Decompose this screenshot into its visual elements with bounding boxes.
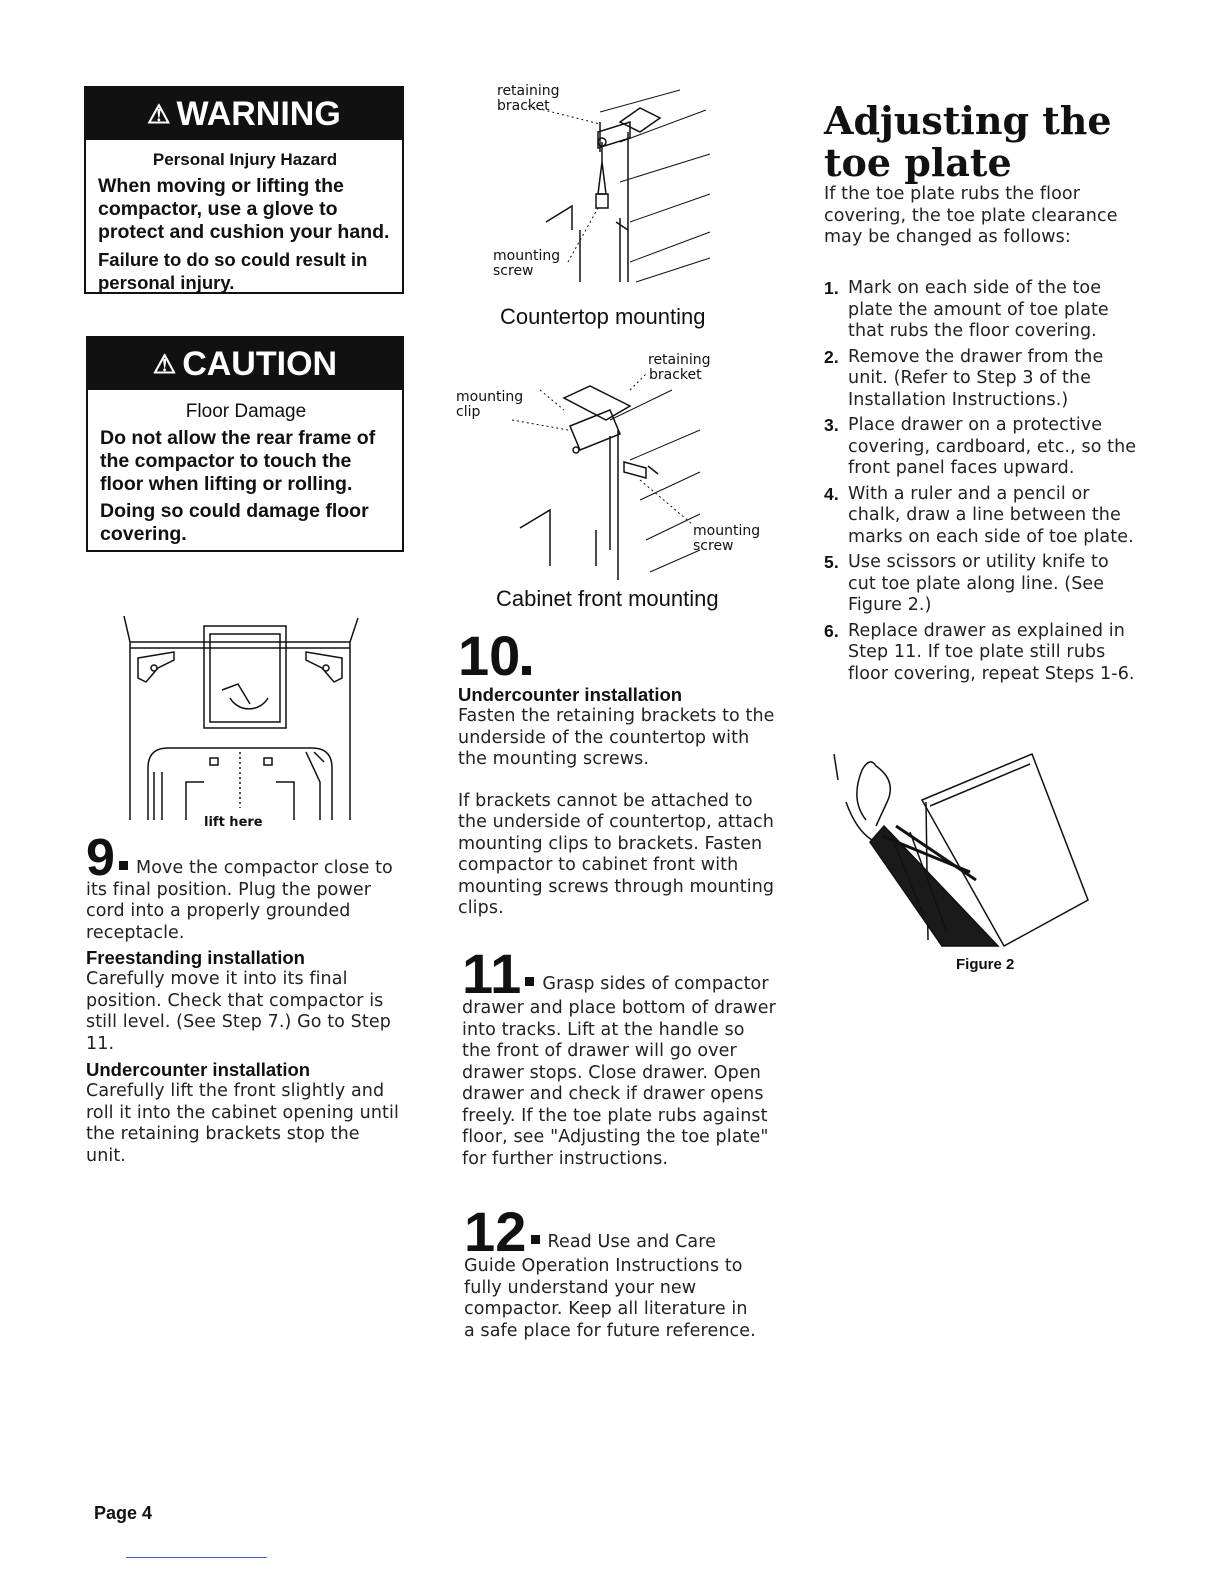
warning-subtitle: Personal Injury Hazard [152, 150, 338, 169]
caution-text: Do not allow the rear frame of the compactor to touch the floor when lifting or rolling. [100, 427, 376, 495]
figure-2-illustration [826, 740, 1096, 950]
step-12 [464, 1200, 760, 1342]
undercounter-text: Carefully lift the front slightly and roll it into the cabinet opening until the retaining brackets stop the unit. [86, 1081, 399, 1166]
countertop-screw-label: mounting screw [493, 248, 561, 279]
cabinet-bracket-label: retaining bracket [648, 352, 711, 383]
lift-here-figure [118, 612, 364, 834]
freestanding-text: Carefully move it into its final position. Check that compactor is still level. (See Step 7.) Go to Step 11. [86, 969, 391, 1054]
caution-triangle-icon: ⚠ [152, 349, 177, 379]
bullet-icon [525, 977, 534, 986]
caution-subtitle: Floor Damage [185, 401, 307, 422]
bullet-icon [119, 861, 128, 870]
adjusting-title: Adjusting the toe plate [824, 98, 1112, 185]
step-11-text: Grasp sides of compactor drawer and place bottom of drawer into tracks. Lift at the handle so the front of drawer will go over drawer stops. Close drawer. Open drawer and check if drawer opens freely. If the toe plate rubs against floor, see "Adjusting the toe plate" for further instructions. [462, 974, 776, 1169]
adjusting-intro: If the toe plate rubs the floor covering, the toe plate clearance may be changed as follows: [824, 184, 1118, 247]
cabinet-caption: Cabinet front mounting [496, 586, 719, 611]
step-10-text-2: If brackets cannot be attached to the underside of countertop, attach mounting clips to brackets. Fasten compactor to cabinet front with mounting screws through mounting clips. [458, 790, 775, 918]
adjusting-step: 6. Replace drawer as explained in Step 11. If toe plate still rubs floor covering, repeat Steps 1-6. [824, 620, 1135, 684]
step-11-number: 11 [462, 942, 522, 1005]
bullet-icon [522, 666, 531, 675]
caution-box [86, 336, 404, 552]
adjusting-step: 2. Remove the drawer from the unit. (Refer to Step 3 of the Installation Instructions.) [824, 346, 1104, 410]
step-11 [462, 942, 778, 1170]
adjusting-step: 4. With a ruler and a pencil or chalk, draw a line between the marks on each side of toe plate. [824, 483, 1134, 547]
countertop-bracket-label: retaining bracket [497, 83, 560, 114]
freestanding-heading: Freestanding installation [86, 947, 305, 968]
step-12-number: 12 [464, 1200, 527, 1263]
caution-consequence: Doing so could damage floor covering. [100, 500, 369, 545]
warning-header: ⚠ WARNING [86, 88, 402, 140]
step-10 [458, 624, 778, 920]
figure-2-caption: Figure 2 [956, 956, 1015, 973]
cabinet-mounting-figure [460, 350, 770, 590]
adjusting-steps [824, 278, 1140, 689]
warning-box [84, 86, 404, 294]
cabinet-clip-label: mounting clip [456, 389, 524, 420]
step-10-number: 10 [458, 624, 521, 687]
footer-divider [126, 1557, 267, 1558]
step-9 [86, 829, 404, 1167]
step-10-text-1: Fasten the retaining brackets to the underside of the countertop with the mounting screws. [458, 706, 775, 769]
warning-triangle-icon: ⚠ [147, 99, 171, 129]
undercounter-heading: Undercounter installation [86, 1059, 311, 1080]
step-9-text: Move the compactor close to its final position. Plug the power cord into a properly grounded receptacle. [86, 858, 393, 943]
warning-consequence: Failure to do so could result in personal injury. [98, 249, 368, 293]
adjusting-step: 3. Place drawer on a protective covering, cardboard, etc., so the front panel faces upward. [824, 415, 1137, 478]
step-10-heading: Undercounter installation [458, 684, 683, 705]
caution-header: ⚠ CAUTION [88, 338, 402, 390]
countertop-caption: Countertop mounting [500, 304, 706, 329]
step-12-text: Read Use and Care Guide Operation Instructions to fully understand your new compactor. Keep all literature in a safe place for future reference. [464, 1232, 756, 1341]
cabinet-screw-label: mounting screw [693, 523, 761, 554]
adjusting-step: 1. Mark on each side of the toe plate the amount of toe plate that rubs the floor covering. [824, 278, 1109, 341]
bullet-icon [531, 1235, 540, 1244]
warning-text: When moving or lifting the compactor, use a glove to protect and cushion your hand. [98, 175, 390, 243]
page-number: Page 4 [94, 1503, 153, 1523]
step-9-number: 9 [86, 829, 116, 887]
lift-here-label: lift here [204, 815, 263, 830]
adjusting-step: 5. Use scissors or utility knife to cut toe plate along line. (See Figure 2.) [824, 552, 1109, 615]
